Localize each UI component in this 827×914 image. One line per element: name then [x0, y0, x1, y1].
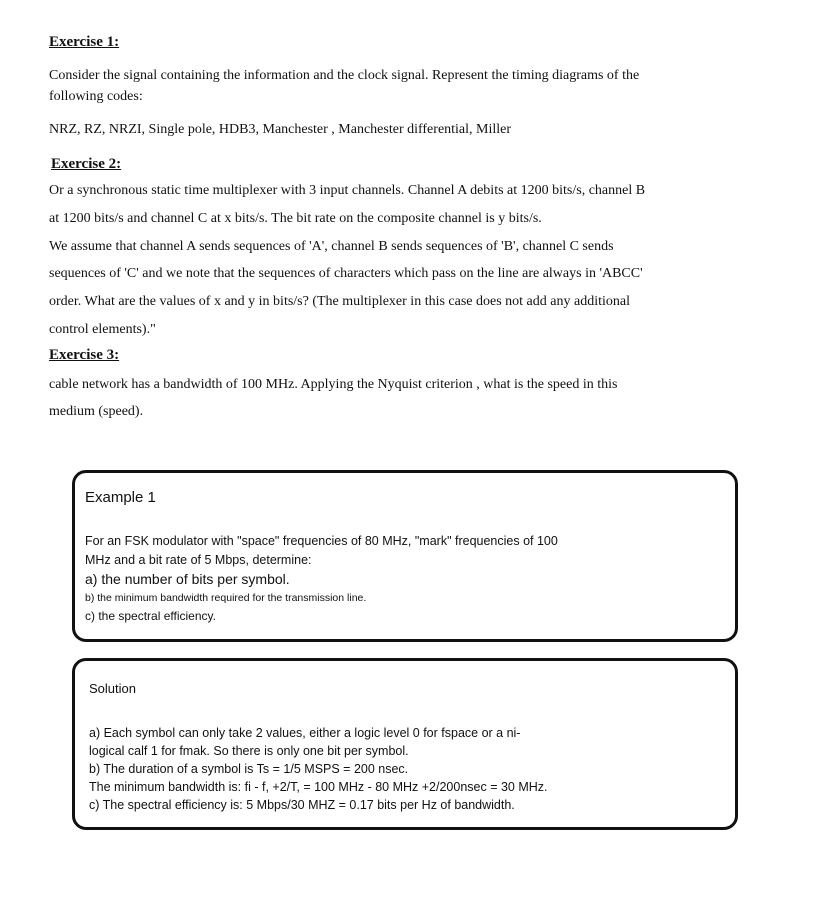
- exercise-1-text-line-1: Consider the signal containing the information and the clock signal. Represent the timing diagrams of the: [49, 68, 640, 83]
- exercise-2-line-5: order. What are the values of x and y in bits/s? (The multiplexer in this case does not add any additional: [49, 294, 630, 309]
- exercise-2-line-1: Or a synchronous static time multiplexer with 3 input channels. Channel A debits at 1200 bits/s, channel B: [49, 183, 646, 198]
- example-item-a: a) the number of bits per symbol.: [85, 571, 290, 587]
- exercise-1-codes: NRZ, RZ, NRZI, Single pole, HDB3, Manchester , Manchester differential, Miller: [49, 122, 512, 137]
- example-box: [72, 470, 738, 642]
- exercise-3-title: Exercise 3:: [49, 347, 120, 363]
- exercise-3-line-2: medium (speed).: [49, 404, 144, 419]
- example-line-2: MHz and a bit rate of 5 Mbps, determine:: [85, 553, 312, 567]
- example-item-b: b) the minimum bandwidth required for the transmission line.: [85, 592, 367, 604]
- solution-line-3: b) The duration of a symbol is Ts = 1/5 MSPS = 200 nsec.: [89, 762, 409, 776]
- exercise-2-line-4: sequences of 'C' and we note that the sequences of characters which pass on the line are always in 'ABCC': [49, 266, 643, 281]
- solution-line-2: logical calf 1 for fmak. So there is only one bit per symbol.: [89, 744, 409, 758]
- exercise-1-title: Exercise 1:: [49, 34, 120, 50]
- example-title: Example 1: [85, 489, 156, 506]
- example-item-c: c) the spectral efficiency.: [85, 609, 216, 623]
- solution-box: [72, 658, 738, 830]
- exercise-2-line-6: control elements).": [49, 322, 156, 337]
- exercise-3-line-1: cable network has a bandwidth of 100 MHz. Applying the Nyquist criterion , what is the speed in this: [49, 377, 618, 392]
- solution-line-5: c) The spectral efficiency is: 5 Mbps/30 MHZ = 0.17 bits per Hz of bandwidth.: [89, 798, 515, 812]
- solution-title: Solution: [89, 681, 136, 696]
- exercise-2-line-2: at 1200 bits/s and channel C at x bits/s. The bit rate on the composite channel is y bits/s.: [49, 211, 542, 226]
- exercise-1-text-line-2: following codes:: [49, 89, 143, 104]
- exercise-2-title: Exercise 2:: [51, 156, 122, 172]
- solution-line-1: a) Each symbol can only take 2 values, either a logic level 0 for fspace or a ni-: [89, 726, 521, 740]
- solution-line-4: The minimum bandwidth is: fi - f, +2/T, = 100 MHz - 80 MHz +2/200nsec = 30 MHz.: [89, 780, 548, 794]
- exercise-2-line-3: We assume that channel A sends sequences of 'A', channel B sends sequences of 'B', channel C sends: [49, 239, 614, 254]
- example-line-1: For an FSK modulator with "space" frequencies of 80 MHz, "mark" frequencies of 100: [85, 534, 558, 548]
